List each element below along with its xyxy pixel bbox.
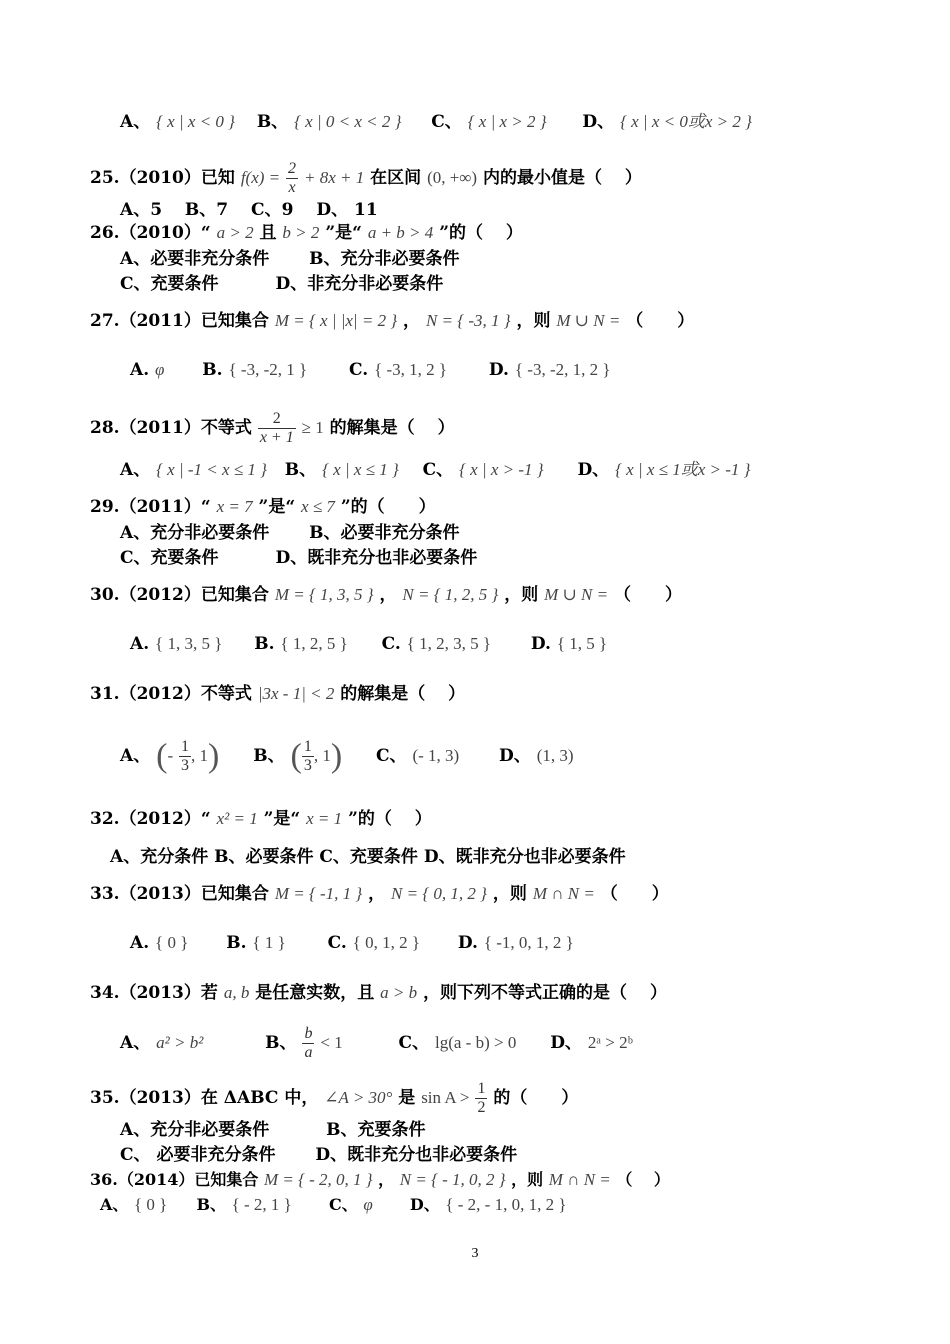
q34-option-b-fraction <box>302 1025 314 1062</box>
q27-stem <box>90 310 694 332</box>
q32-prefix: 32.（2012）“ <box>90 809 211 829</box>
q31-option-c-math: (- 1, 3) <box>412 746 460 765</box>
q26-options-line2: C、充要条件 D、非充分非必要条件 <box>120 274 444 294</box>
q28-options <box>120 459 750 481</box>
q31-option-b-den: 3 <box>303 757 312 774</box>
q33-suffix: （ ） <box>600 884 669 904</box>
q24-options <box>120 111 752 133</box>
q36-option-d-math: { - 2, - 1, 0, 1, 2 } <box>445 1195 567 1214</box>
q28-frac-den: x + 1 <box>259 429 294 446</box>
q36-option-a-math: { 0 } <box>134 1195 168 1214</box>
q27-mid1: ， <box>403 311 421 331</box>
q31-options <box>120 731 574 781</box>
q27-option-a-math: φ <box>155 360 165 379</box>
q30-math1: M = { 1, 3, 5 } <box>274 585 374 604</box>
q25-fraction <box>286 160 298 197</box>
q36-mid2: ，则 <box>511 1170 544 1189</box>
q25-options: A、5 B、7 C、9 D、 11 <box>120 200 378 220</box>
q33-math3: M ∩ N = <box>532 884 595 903</box>
q34-option-c-math: lg(a - b) > 0 <box>435 1033 517 1052</box>
q34-suffix: ，则下列不等式正确的是（ ） <box>423 983 667 1003</box>
q31-option-a-label: A、 <box>120 746 151 766</box>
q35-prefix: 35.（2013）在 ΔABC 中， <box>90 1088 319 1108</box>
q26-mid2: ”是“ <box>325 223 362 243</box>
q31-suffix: 的解集是（ ） <box>340 684 466 704</box>
q26-math3: a + b > 4 <box>367 223 434 242</box>
q32-stem <box>90 808 432 830</box>
q36-stem <box>90 1169 670 1191</box>
q25-mid: 在区间 <box>370 168 422 188</box>
q31-option-b-open-paren: ( <box>290 737 302 775</box>
q33-option-d-label: D. <box>457 933 478 953</box>
q31-option-a-den: 3 <box>181 757 190 774</box>
q31-option-a-open-paren: ( <box>156 737 168 775</box>
q34-math1: a, b <box>223 983 250 1002</box>
q27-math1: M = { x | |x| = 2 } <box>274 311 398 330</box>
q30-prefix: 30.（2012）已知集合 <box>90 585 269 605</box>
q34-prefix: 34.（2013）若 <box>90 983 218 1003</box>
q35-options-line1: A、充分非必要条件 B、充要条件 <box>120 1120 426 1140</box>
q34-option-b-den: a <box>304 1044 313 1061</box>
q25-frac-den: x <box>286 178 298 197</box>
q27-math3: M ∪ N = <box>556 311 621 330</box>
q31-option-a-num: 1 <box>181 738 190 755</box>
q33-option-b-math: { 1 } <box>252 933 286 952</box>
q28-option-b-label: B、 <box>284 460 317 480</box>
q27-math2: N = { -3, 1 } <box>425 311 511 330</box>
q31-option-b-fraction <box>302 738 314 775</box>
q28-option-a-label: A、 <box>120 460 151 480</box>
q31-option-a-close-paren: ) <box>208 737 220 775</box>
q28-fraction <box>258 410 296 447</box>
q34-option-c-label: C、 <box>398 1033 430 1053</box>
q29-suffix: ”的（ ） <box>340 497 436 517</box>
q36-option-c-label: C、 <box>328 1195 358 1214</box>
q33-mid2: ，则 <box>492 884 527 904</box>
q25-suffix: 内的最小值是（ ） <box>483 168 642 188</box>
q30-stem <box>90 584 682 606</box>
q31-option-d-label: D、 <box>499 746 531 766</box>
q27-option-b-math: { -3, -2, 1 } <box>228 360 308 379</box>
q30-options <box>130 633 607 655</box>
q33-math1: M = { -1, 1 } <box>274 884 363 903</box>
q33-option-c-label: C. <box>327 933 347 953</box>
q31-option-b-label: B、 <box>253 746 285 766</box>
q29-math2: x ≤ 7 <box>301 497 335 516</box>
q24-option-d-math: { x | x < 0或x > 2 } <box>620 112 752 131</box>
q36-options <box>100 1194 567 1216</box>
q34-option-d-label: D、 <box>550 1033 582 1053</box>
q35-mid: 是 <box>398 1088 416 1108</box>
q35-fraction <box>475 1080 487 1117</box>
q28-option-d-math: { x | x ≤ 1或x > -1 } <box>615 460 751 479</box>
q36-option-d-label: D、 <box>409 1195 440 1214</box>
q28-option-c-label: C、 <box>422 460 454 480</box>
q25-math3: (0, +∞) <box>427 168 478 187</box>
q31-option-a-fraction <box>179 738 191 775</box>
q30-option-b-label: B. <box>254 634 275 654</box>
q26-stem <box>90 222 523 244</box>
q31-option-b-num: 1 <box>303 738 312 755</box>
q27-option-c-label: C. <box>349 360 369 380</box>
q26-math1: a > 2 <box>216 223 254 242</box>
q28-option-c-math: { x | x > -1 } <box>459 460 544 479</box>
q28-frac-num: 2 <box>272 410 281 427</box>
q25-frac-num: 2 <box>288 160 297 177</box>
q36-option-a-label: A、 <box>100 1195 129 1214</box>
q34-math2: a > b <box>380 983 418 1002</box>
q31-option-a-minus: - <box>167 746 174 765</box>
q36-math2: N = { - 1, 0, 2 } <box>399 1170 506 1189</box>
q28-stem <box>90 410 455 447</box>
q34-stem <box>90 982 667 1004</box>
q36-prefix: 36.（2014）已知集合 <box>90 1170 259 1189</box>
q29-stem <box>90 496 436 518</box>
q24-option-b-label: B、 <box>256 112 289 132</box>
q30-option-b-math: { 1, 2, 5 } <box>280 634 348 653</box>
q27-option-b-label: B. <box>202 360 223 380</box>
page-number: 3 <box>471 1246 479 1261</box>
q36-suffix: （ ） <box>616 1170 670 1189</box>
q33-options <box>130 932 574 954</box>
q34-option-a-label: A、 <box>120 1033 151 1053</box>
q29-options-line1: A、充分非必要条件 B、必要非充分条件 <box>120 523 460 543</box>
q34-options <box>120 1020 633 1066</box>
q33-mid1: ， <box>368 884 386 904</box>
q29-math1: x = 7 <box>216 497 253 516</box>
q30-option-c-label: C. <box>381 634 401 654</box>
q31-option-d-math: (1, 3) <box>536 746 574 765</box>
q31-option-b-close-paren: ) <box>330 737 343 775</box>
q32-math2: x = 1 <box>306 809 343 828</box>
q36-option-c-math: φ <box>363 1195 373 1214</box>
q34-option-a-math: a² > b² <box>156 1033 204 1052</box>
q24-option-c-label: C、 <box>431 112 462 132</box>
q28-option-b-math: { x | x ≤ 1 } <box>322 460 399 479</box>
q30-math2: N = { 1, 2, 5 } <box>402 585 499 604</box>
q34-option-b-rest: < 1 <box>320 1033 343 1052</box>
q24-option-b-math: { x | 0 < x < 2 } <box>294 112 402 131</box>
q30-option-a-math: { 1, 3, 5 } <box>155 634 223 653</box>
q32-suffix: ”的（ ） <box>348 809 432 829</box>
q28-suffix: 的解集是（ ） <box>329 418 455 438</box>
q35-math1: ∠A > 30° <box>324 1088 393 1107</box>
q32-mid: ”是“ <box>263 809 301 829</box>
q35-stem <box>90 1080 578 1117</box>
q31-stem <box>90 683 465 705</box>
q32-options: A、充分条件 B、必要条件 C、充要条件 D、既非充分也非必要条件 <box>110 847 626 867</box>
q28-prefix: 28.（2011）不等式 <box>90 418 252 438</box>
q29-mid: ”是“ <box>258 497 296 517</box>
q24-option-a-math: { x | x < 0 } <box>156 112 235 131</box>
q25-prefix: 25.（2010）已知 <box>90 168 235 188</box>
q35-options-line2: C、 必要非充分条件 D、既非充分也非必要条件 <box>120 1145 518 1165</box>
q28-option-a-math: { x | -1 < x ≤ 1 } <box>156 460 267 479</box>
q30-option-c-math: { 1, 2, 3, 5 } <box>406 634 491 653</box>
q33-option-a-math: { 0 } <box>155 933 189 952</box>
q27-option-d-label: D. <box>488 360 509 380</box>
q34-option-b-label: B、 <box>265 1033 297 1053</box>
q36-option-b-math: { - 2, 1 } <box>231 1195 292 1214</box>
q36-math3: M ∩ N = <box>548 1170 611 1189</box>
q27-prefix: 27.（2011）已知集合 <box>90 311 269 331</box>
q33-math2: N = { 0, 1, 2 } <box>391 884 487 903</box>
q24-option-a-label: A、 <box>120 112 151 132</box>
q34-option-b-num: b <box>304 1025 313 1042</box>
q26-math2: b > 2 <box>282 223 320 242</box>
q26-mid1: 且 <box>259 223 277 243</box>
q31-option-c-label: C、 <box>376 746 407 766</box>
q31-option-a-rest: , 1 <box>191 746 209 765</box>
q29-options-line2: C、充要条件 D、既非充分也非必要条件 <box>120 548 478 568</box>
q33-stem <box>90 883 669 905</box>
q31-prefix: 31.（2012）不等式 <box>90 684 252 704</box>
q35-math2: sin A > <box>421 1088 470 1107</box>
q27-suffix: （ ） <box>626 311 695 331</box>
q33-option-b-label: B. <box>226 933 247 953</box>
q36-math1: M = { - 2, 0, 1 } <box>263 1170 373 1189</box>
q27-options <box>130 359 611 381</box>
q36-mid1: ， <box>378 1170 395 1189</box>
q25-stem <box>90 160 642 197</box>
q33-prefix: 33.（2013）已知集合 <box>90 884 269 904</box>
q33-option-a-label: A. <box>130 933 150 953</box>
q30-mid2: ，则 <box>504 585 539 605</box>
q28-option-d-label: D、 <box>577 460 610 480</box>
q30-math3: M ∪ N = <box>544 585 609 604</box>
q33-option-c-math: { 0, 1, 2 } <box>352 933 420 952</box>
q26-suffix: ”的（ ） <box>439 223 523 243</box>
q30-suffix: （ ） <box>614 585 683 605</box>
q29-prefix: 29.（2011）“ <box>90 497 211 517</box>
q36-option-b-label: B、 <box>196 1195 227 1214</box>
q30-option-d-label: D. <box>530 634 551 654</box>
q24-option-c-math: { x | x > 2 } <box>467 112 547 131</box>
q34-option-d-math: 2ᵃ > 2ᵇ <box>587 1033 633 1052</box>
q26-options-line1: A、必要非充分条件 B、充分非必要条件 <box>120 249 460 269</box>
q27-mid2: ，则 <box>516 311 551 331</box>
q31-option-b-rest: , 1 <box>313 746 331 765</box>
q35-frac-den: 2 <box>477 1099 486 1116</box>
q30-option-d-math: { 1, 5 } <box>556 634 608 653</box>
q31-math1: |3x - 1| < 2 <box>257 684 335 703</box>
q27-option-a-label: A. <box>130 360 150 380</box>
q35-frac-num: 1 <box>477 1080 486 1097</box>
q35-suffix: 的（ ） <box>493 1088 579 1108</box>
q33-option-d-math: { -1, 0, 1, 2 } <box>483 933 574 952</box>
q30-option-a-label: A. <box>130 634 150 654</box>
q30-mid1: ， <box>379 585 397 605</box>
q26-prefix: 26.（2010）“ <box>90 223 211 243</box>
q28-math1: ≥ 1 <box>301 418 324 437</box>
q25-math2: + 8x + 1 <box>303 168 365 187</box>
q32-math1: x² = 1 <box>216 809 258 828</box>
q25-math1: f(x) = <box>240 168 281 187</box>
q27-option-d-math: { -3, -2, 1, 2 } <box>514 360 611 379</box>
q27-option-c-math: { -3, 1, 2 } <box>374 360 448 379</box>
q24-option-d-label: D、 <box>582 112 615 132</box>
q34-mid: 是任意实数，且 <box>255 983 375 1003</box>
